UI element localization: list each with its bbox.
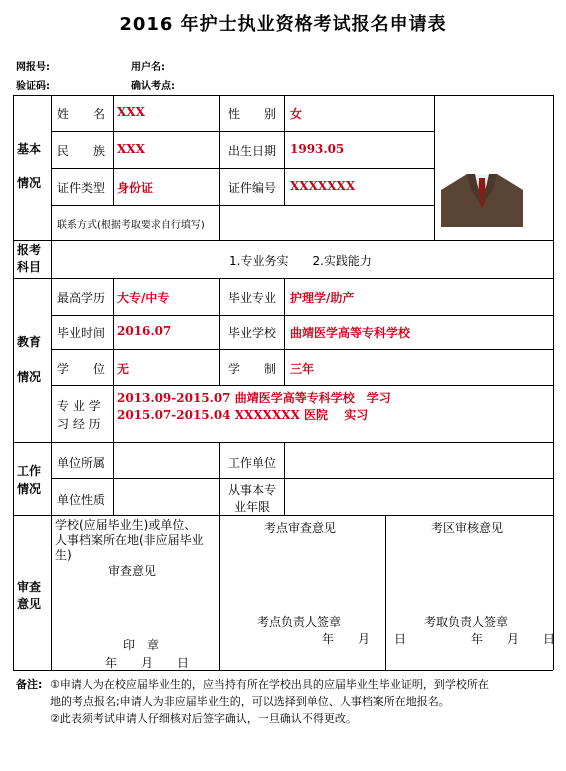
row-line <box>51 478 553 479</box>
history-label-2: 习 经 历 <box>57 417 101 431</box>
history-line-1: 2013.09-2015.07 曲靖医学高等专科学校 学习 <box>117 391 391 405</box>
gradtime-value: 2016.07 <box>117 324 172 338</box>
degree-value: 大专/中专 <box>117 291 170 305</box>
review-col1-opinion: 审查意见 <box>108 564 157 578</box>
name-value: XXX <box>117 105 145 119</box>
yanzhengma-label: 验证码: <box>16 81 50 92</box>
note-1b: 地的考点报名;申请人为非应届毕业生的，可以选择到单位、人事档案所在地报名。 <box>50 695 450 708</box>
idtype-value: 身份证 <box>117 181 154 195</box>
major-label: 毕业专业 <box>228 291 277 305</box>
border-right <box>553 95 554 670</box>
page-title: 2016 年护士执业资格考试报名申请表 <box>119 14 447 35</box>
years-label-2: 业年限 <box>233 500 270 514</box>
col-line <box>219 278 220 385</box>
ethnic-label: 民 族 <box>57 144 106 158</box>
border-top <box>13 95 553 96</box>
sec-basic-2: 情况 <box>17 176 42 190</box>
review-col1-date: 年 月 日 <box>105 656 190 670</box>
row-line <box>51 349 553 350</box>
gender-value: 女 <box>290 107 303 121</box>
col-line <box>113 278 114 442</box>
review-col1-line3: 生) <box>55 548 72 562</box>
border-left <box>13 95 14 670</box>
school-label: 毕业学校 <box>228 326 277 340</box>
xuezhi-value: 三年 <box>290 362 315 376</box>
sec-work-2: 情况 <box>17 482 42 496</box>
row-line <box>51 205 434 206</box>
contact-label: 联系方式(根据考取要求自行填写) <box>57 220 205 231</box>
idtype-label: 证件类型 <box>57 181 106 195</box>
birth-value: 1993.05 <box>290 142 345 156</box>
unit-label: 单位所属 <box>57 456 106 470</box>
col-line <box>284 95 285 205</box>
history-label-1: 专 业 学 <box>57 399 101 413</box>
sec-edu-1: 教育 <box>17 335 42 349</box>
sec-edu-2: 情况 <box>17 370 42 384</box>
sep-basic <box>13 240 553 241</box>
xuewei-label: 学 位 <box>57 362 106 376</box>
review-col3-title: 考区审核意见 <box>431 521 504 535</box>
note-1a: ①申请人为在校应届毕业生的，应当持有所在学校出具的应届毕业生毕业证明，到学校所在 <box>50 678 489 691</box>
sep-edu <box>13 442 553 443</box>
col-line <box>284 442 285 515</box>
idno-value: XXXXXXX <box>290 179 356 193</box>
ethnic-value: XXX <box>117 142 145 156</box>
history-line-2: 2015.07-2015.04 XXXXXXX 医院 实习 <box>117 408 369 422</box>
col-line <box>434 95 435 240</box>
wangbaohao-label: 网报号: <box>16 62 50 73</box>
row-line <box>51 131 434 132</box>
review-col1-line1: 学校(应届毕业生)或单位、 <box>55 518 197 532</box>
row-line <box>51 168 434 169</box>
xuewei-value: 无 <box>117 362 130 376</box>
notes-label: 备注: <box>16 678 43 691</box>
unit-work-label: 工作单位 <box>228 456 277 470</box>
years-label-1: 从事本专 <box>227 483 276 497</box>
sec-work-1: 工作 <box>17 464 42 478</box>
sec-col-line <box>51 95 52 670</box>
sec-review-2: 意见 <box>17 597 42 611</box>
unit-nature-label: 单位性质 <box>57 493 106 507</box>
idno-label: 证件编号 <box>228 181 277 195</box>
review-col2-sign: 考点负责人签章 <box>257 615 342 629</box>
col-line <box>113 95 114 205</box>
birth-label: 出生日期 <box>228 144 277 158</box>
review-col3-sign: 考取负责人签章 <box>424 615 509 629</box>
id-photo <box>441 160 523 227</box>
id-photo-icon <box>441 160 523 227</box>
review-col2-date: 年 月 日 <box>322 632 407 646</box>
row-line <box>51 315 553 316</box>
review-col1-line2: 人事档案所在地(非应届毕业 <box>55 533 204 547</box>
note-2: ②此表须考试申请人仔细核对后签字确认，一旦确认不得更改。 <box>50 712 357 725</box>
sec-subject-1: 报考 <box>17 243 42 257</box>
application-form <box>13 95 556 670</box>
review-col1-seal: 印 章 <box>123 638 160 652</box>
degree-label: 最高学历 <box>57 291 106 305</box>
review-col2-title: 考点审查意见 <box>264 521 337 535</box>
school-value: 曲靖医学高等专科学校 <box>290 326 411 340</box>
major-value: 护理学/助产 <box>290 291 355 305</box>
border-bottom <box>13 670 553 671</box>
sec-review-1: 审查 <box>17 580 42 594</box>
review-col3-date: 年 月 日 <box>471 632 556 646</box>
subject-text: 1.专业务实 2.实践能力 <box>229 254 372 268</box>
col-line <box>219 515 220 670</box>
gender-label: 性 别 <box>228 107 277 121</box>
sep-subject <box>13 278 553 279</box>
sec-basic-1: 基本 <box>17 142 42 156</box>
row-line <box>51 385 553 386</box>
col-line <box>284 278 285 385</box>
col-line <box>219 95 220 240</box>
yonghuming-label: 用户名: <box>131 62 165 73</box>
queren-kaodian-label: 确认考点: <box>131 81 175 92</box>
xuezhi-label: 学 制 <box>228 362 277 376</box>
sec-subject-2: 科目 <box>17 260 42 274</box>
col-line <box>113 442 114 515</box>
name-label: 姓 名 <box>57 107 106 121</box>
gradtime-label: 毕业时间 <box>57 326 106 340</box>
